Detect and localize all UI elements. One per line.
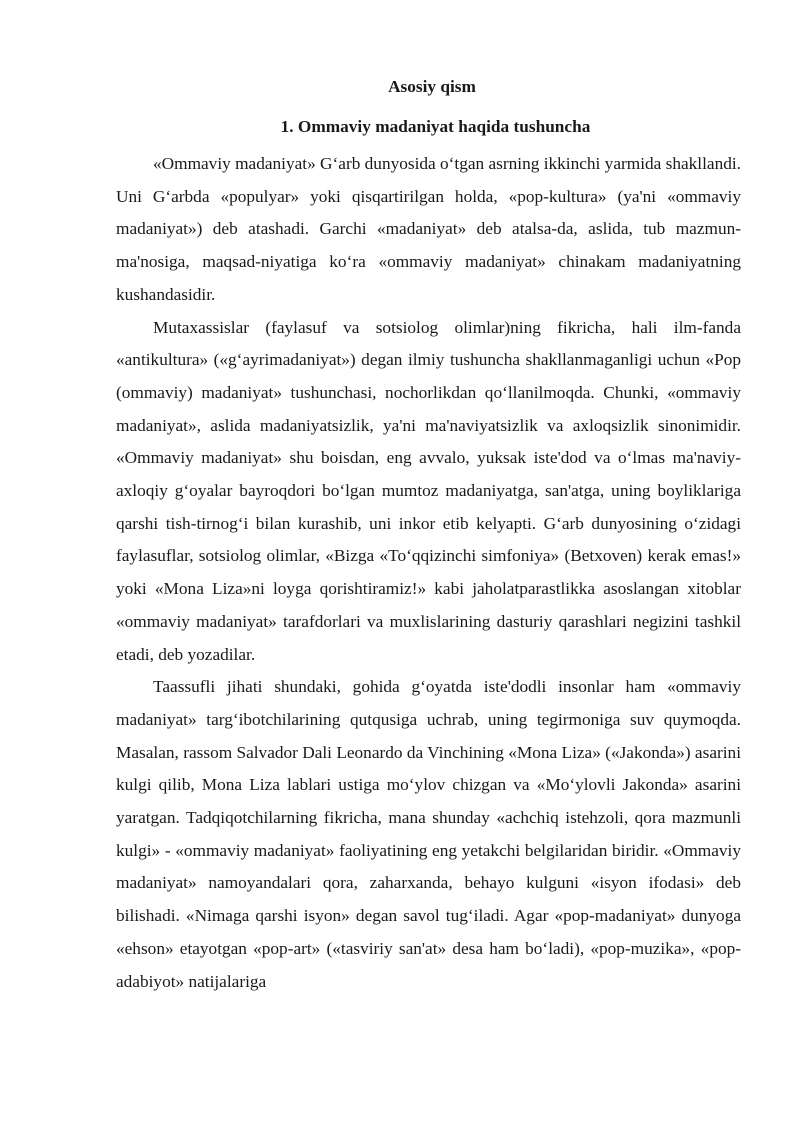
document-body <box>116 74 741 998</box>
paragraph-3: Taassufli jihati shundaki, gohida g‘oyatda iste'dodli insonlar ham «ommaviy madaniyat» targ‘ibotchilarining qutqusiga uchrab, uning tegirmoniga suv quymoqda. Masalan, rassom Salvador Dali Leonardo da Vinchining «Mona Liza» («Jakonda») asarini kulgi qilib, Mona Liza lablari ustiga mo‘ylov chizgan va «Mo‘ylovli Jakonda» asarini yaratgan. Tadqiqotchilarning fikricha, mana shunday «achchiq istehzoli, qora mazmunli kulgi» - «ommaviy madaniyat» faoliyatining eng yetakchi belgilaridan biridir. «Ommaviy madaniyat» namoyandalari qora, zaharxanda, behayo kulguni «isyon ifodasi» deb bilishadi. «Nimaga qarshi isyon» degan savol tug‘iladi. Agar «pop-madaniyat» dunyoga «ehson» etayotgan «pop-art» («tasviriy san'at» desa ham bo‘ladi), «pop-muzika», «pop-adabiyot» natijalariga <box>116 677 741 991</box>
section-heading: 1. Ommaviy madaniyat haqida tushuncha <box>280 117 591 136</box>
paragraph-2: Mutaxassislar (faylasuf va sotsiolog olimlar)ning fikricha, hali ilm-fanda «antikultura» («g‘ayrimadaniyat») degan ilmiy tushuncha shakllanmaganligi uchun «Pop (ommaviy) madaniyat» tushunchasi, nochorlikdan qo‘llanilmoqda. Chunki, «ommaviy madaniyat», aslida madaniyatsizlik, ya'ni ma'naviyatsizlik va axloqsizlik sinonimidir. «Ommaviy madaniyat» shu boisdan, eng avvalo, yuksak iste'dod va o‘lmas ma'naviy-axloqiy g‘oyalar bayroqdori bo‘lgan mumtoz madaniyatga, san'atga, uning boyliklariga qarshi tish-tirnog‘i bilan kurashib, uni inkor etib kelyapti. G‘arb dunyosining o‘zidagi faylasuflar, sotsiolog olimlar, «Bizga «To‘qqizinchi simfoniya» (Betxoven) kerak emas!» yoki «Mona Liza»ni loyga qorishtiramiz!» kabi jaholatparastlikka asoslangan xitoblar «ommaviy madaniyat» tarafdorlari va muxlislarining dasturiy qarashlari negizini tashkil etadi, deb yozadilar. <box>116 317 741 664</box>
main-heading: Asosiy qism <box>388 77 476 96</box>
paragraph-1: «Ommaviy madaniyat» G‘arb dunyosida o‘tgan asrning ikkinchi yarmida shakllandi. Uni G‘arbda «populyar» yoki qisqartirilgan holda, «pop-kultura» (ya'ni «ommaviy madaniyat») deb atashadi. Garchi «madaniyat» deb atalsa-da, aslida, tub mazmun-ma'nosiga, maqsad-niyatiga ko‘ra «ommaviy madaniyat» chinakam madaniyatning kushandasidir. <box>116 154 741 304</box>
